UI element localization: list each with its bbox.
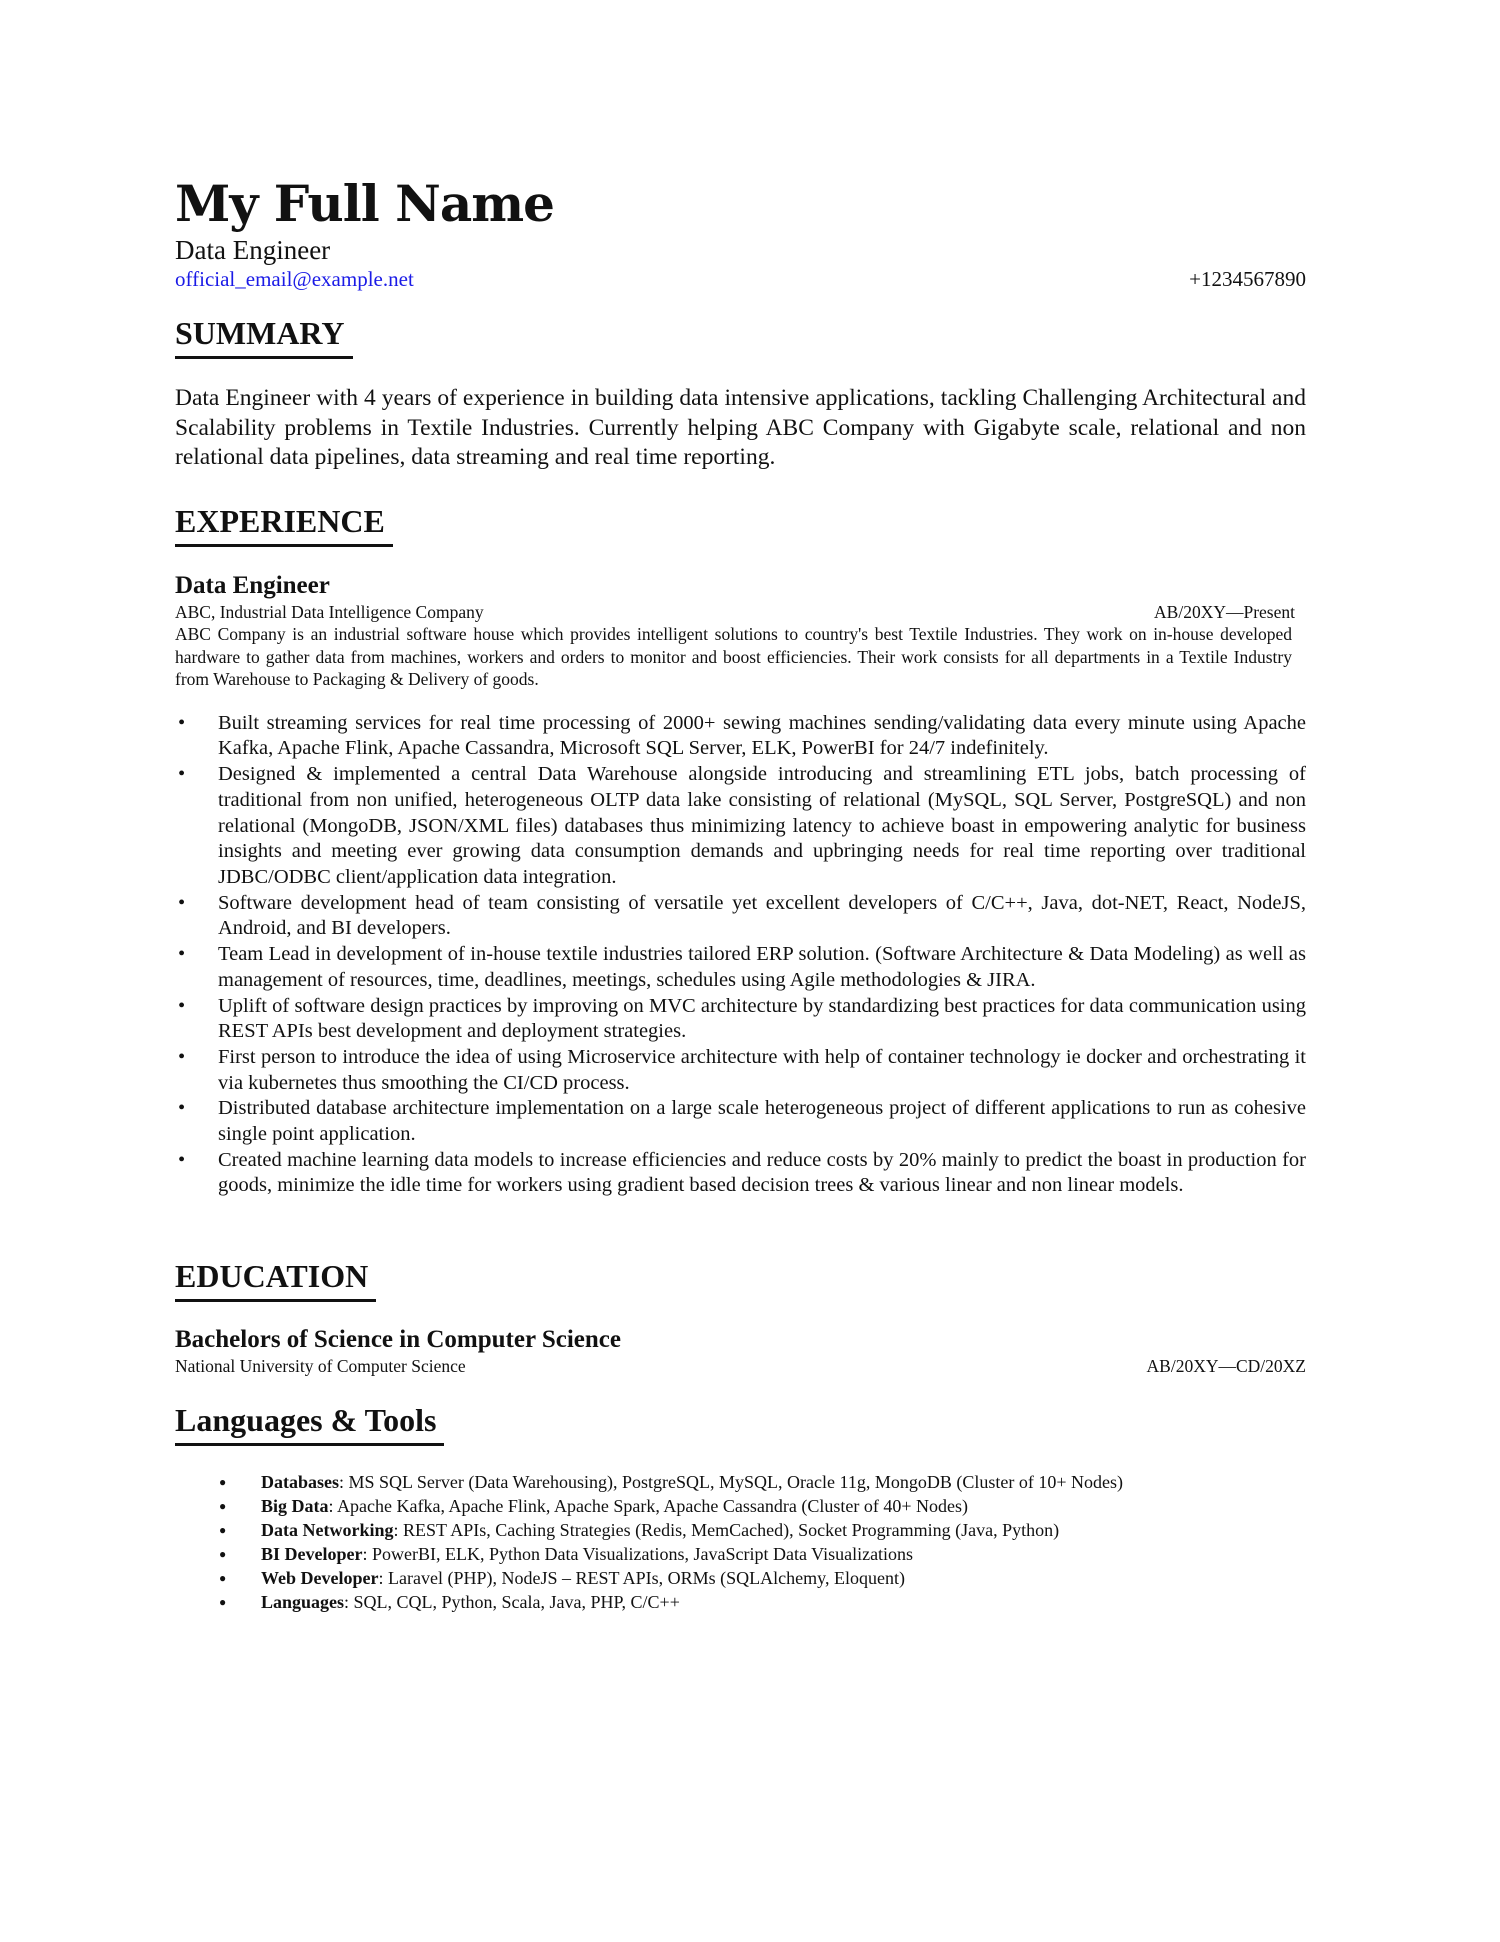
summary-text: Data Engineer with 4 years of experience in building data intensive applications, tackling Challenging Architectural and Scalability problems in Textile Industries. Currently helping ABC Company with Gigabyte scale, relational and non relational data pipelines, data streaming and real time reporting. [175, 385, 1306, 470]
list-item: • Distributed database architecture implementation on a large scale heterogeneous project of different applications to run as cohesive single point application. [175, 1096, 1306, 1147]
job-bullets [175, 711, 1306, 1199]
job-title: Data Engineer [175, 235, 331, 265]
list-item: • Team Lead in development of in-house textile industries tailored ERP solution. (Software Architecture & Data Modeling) as well as management of resources, time, deadlines, meetings, schedules using Agile methodologies & JIRA. [175, 942, 1306, 993]
tool-category: Data Networking [261, 1520, 394, 1540]
contact-line [175, 266, 1306, 292]
tool-category: BI Developer [261, 1544, 363, 1564]
tools-section [175, 1401, 1306, 1446]
company-name: ABC, Industrial Data Intelligence Company [175, 602, 484, 622]
job-meta [175, 601, 1295, 623]
tool-values: : Laravel (PHP), NodeJS – REST APIs, ORMs (SQLAlchemy, Eloquent) [378, 1568, 905, 1588]
experience-section [175, 502, 1306, 547]
tools-list [175, 1470, 1306, 1614]
job-entry [175, 571, 1306, 1199]
section-heading-summary: SUMMARY [175, 314, 353, 359]
education-dates: AB/20XY—CD/20XZ [1146, 1356, 1306, 1376]
tool-category: Databases [261, 1472, 340, 1492]
phone-number: +1234567890 [1189, 267, 1306, 291]
list-item [175, 1566, 1306, 1590]
list-item [175, 1494, 1306, 1518]
list-item [175, 1542, 1306, 1566]
company-description: ABC Company is an industrial software house which provides intelligent solutions to country's best Textile Industries. They work on in-house developed hardware to gather data from machines, workers and orders to monitor and boost efficiencies. Their work consists for all departments in a Textile Industry from Warehouse to Packaging & Delivery of goods. [175, 624, 1292, 690]
education-section [175, 1257, 1306, 1302]
education-entry [175, 1325, 1306, 1377]
job-position: Data Engineer [175, 572, 330, 599]
tool-values: : REST APIs, Caching Strategies (Redis, MemCached), Socket Programming (Java, Python) [393, 1520, 1060, 1540]
tool-values: : PowerBI, ELK, Python Data Visualizations, JavaScript Data Visualizations [362, 1544, 914, 1564]
degree: Bachelors of Science in Computer Science [175, 1326, 621, 1353]
section-heading-education: EDUCATION [175, 1257, 376, 1302]
list-item: • Software development head of team consisting of versatile yet excellent developers of C/C++, Java, dot-NET, React, NodeJS, Android, and BI developers. [175, 891, 1306, 942]
tool-category: Languages [261, 1592, 345, 1612]
list-item: • First person to introduce the idea of using Microservice architecture with help of container technology ie docker and orchestrating it via kubernetes thus smoothing the CI/CD process. [175, 1045, 1306, 1096]
tool-values: : SQL, CQL, Python, Scala, Java, PHP, C/C++ [344, 1592, 680, 1612]
list-item [175, 1518, 1306, 1542]
full-name: My Full Name [175, 174, 554, 233]
school-name: National University of Computer Science [175, 1356, 466, 1376]
list-item: • Built streaming services for real time processing of 2000+ sewing machines sending/validating data every minute using Apache Kafka, Apache Flink, Apache Cassandra, Microsoft SQL Server, ELK, PowerBI for 24/7 indefinitely. [175, 711, 1306, 762]
tool-category: Big Data [261, 1496, 329, 1516]
education-meta [175, 1355, 1306, 1377]
section-heading-tools: Languages & Tools [175, 1401, 444, 1446]
job-dates: AB/20XY—Present [1154, 602, 1295, 622]
list-item: • Uplift of software design practices by improving on MVC architecture by standardizing best practices for data communication using REST APIs best development and deployment strategies. [175, 994, 1306, 1045]
list-item [175, 1590, 1306, 1614]
section-heading-experience: EXPERIENCE [175, 502, 393, 547]
list-item [175, 1470, 1306, 1494]
list-item: • Designed & implemented a central Data Warehouse alongside introducing and streamlining ETL jobs, batch processing of traditional from non unified, heterogeneous OLTP data lake consisting of relational (MySQL, SQL Server, PostgreSQL) and non relational (MongoDB, JSON/XML files) databases thus minimizing latency to achieve boast in empowering analytic for business insights and meeting ever growing data consumption demands and upbringing needs for real time reporting over traditional JDBC/ODBC client/application data integration. [175, 762, 1306, 891]
tool-category: Web Developer [261, 1568, 379, 1588]
summary-section [175, 314, 1306, 359]
list-item: • Created machine learning data models to increase efficiencies and reduce costs by 20% mainly to predict the boast in production for goods, minimize the idle time for workers using gradient based decision trees & various linear and non linear models. [175, 1148, 1306, 1199]
email-link[interactable]: official_email@example.net [175, 267, 414, 291]
tool-values: : MS SQL Server (Data Warehousing), PostgreSQL, MySQL, Oracle 11g, MongoDB (Cluster of 10+ Nodes) [339, 1472, 1123, 1492]
tool-values: : Apache Kafka, Apache Flink, Apache Spark, Apache Cassandra (Cluster of 40+ Nodes) [328, 1496, 968, 1516]
